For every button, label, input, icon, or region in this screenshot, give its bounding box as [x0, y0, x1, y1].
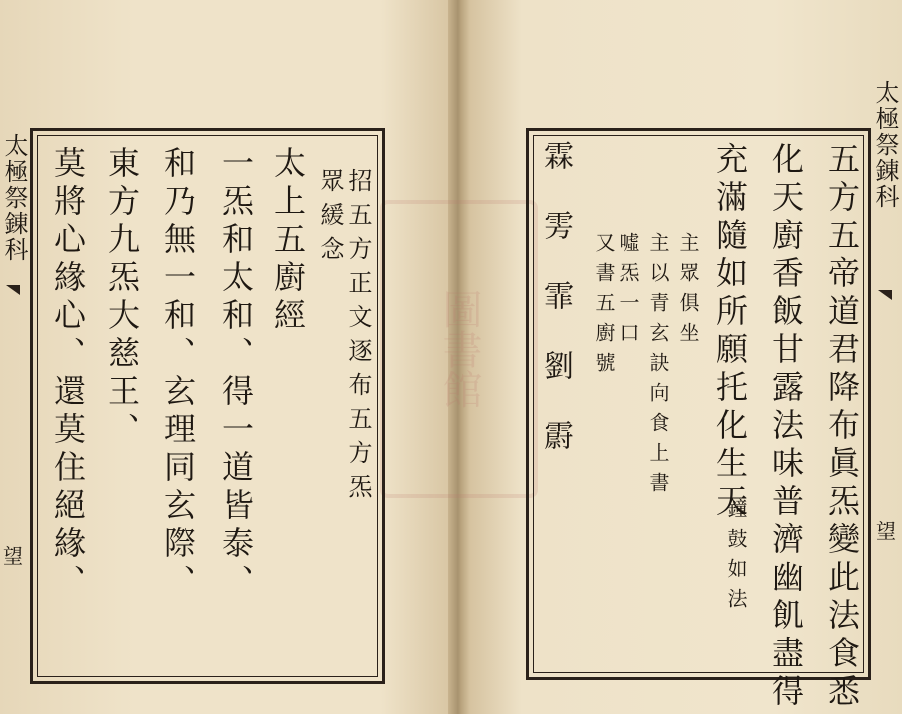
- right-margin-title: 太極祭錬科: [871, 80, 899, 210]
- right-col-4: 鐘鼓如法: [724, 498, 748, 618]
- right-col-7: 噓炁一口: [616, 232, 640, 352]
- right-text-frame: [526, 128, 871, 680]
- right-folio-number: 望: [876, 519, 896, 543]
- right-col-8: 又書五廚號: [592, 232, 616, 382]
- right-col-1: 五方五帝道君降布眞炁變此法食悉: [823, 142, 861, 712]
- right-col-2: 化天廚香飯甘露法味普濟幽飢盡得: [767, 142, 805, 712]
- left-col-5: 和乃無一和、玄理同玄際、: [159, 146, 197, 602]
- left-col-2: 眾緩念: [316, 168, 344, 270]
- left-col-1: 招五方正文逐布五方炁: [344, 168, 372, 508]
- left-col-3: 太上五廚經: [269, 146, 307, 336]
- library-seal-stamp: 圖書館: [380, 200, 538, 498]
- left-col-6: 東方九炁大慈王、: [103, 146, 141, 450]
- left-margin-title: 太極祭錬科: [0, 133, 28, 263]
- left-folio-number: 望: [3, 544, 23, 568]
- left-col-4: 一炁和太和、得一道皆泰、: [217, 146, 255, 602]
- left-col-7: 莫將心緣心、還莫住絕緣、: [49, 146, 87, 602]
- right-col-6: 主以青玄訣向食上書: [646, 232, 670, 502]
- right-col-5: 主眾俱坐: [676, 232, 700, 352]
- right-fishtail-mark: [878, 290, 892, 300]
- right-col-3: 充滿隨如所願托化生天: [711, 142, 749, 522]
- left-fishtail-mark: [6, 285, 20, 295]
- right-talisman-column: 霖雱霏劉霨: [538, 140, 573, 490]
